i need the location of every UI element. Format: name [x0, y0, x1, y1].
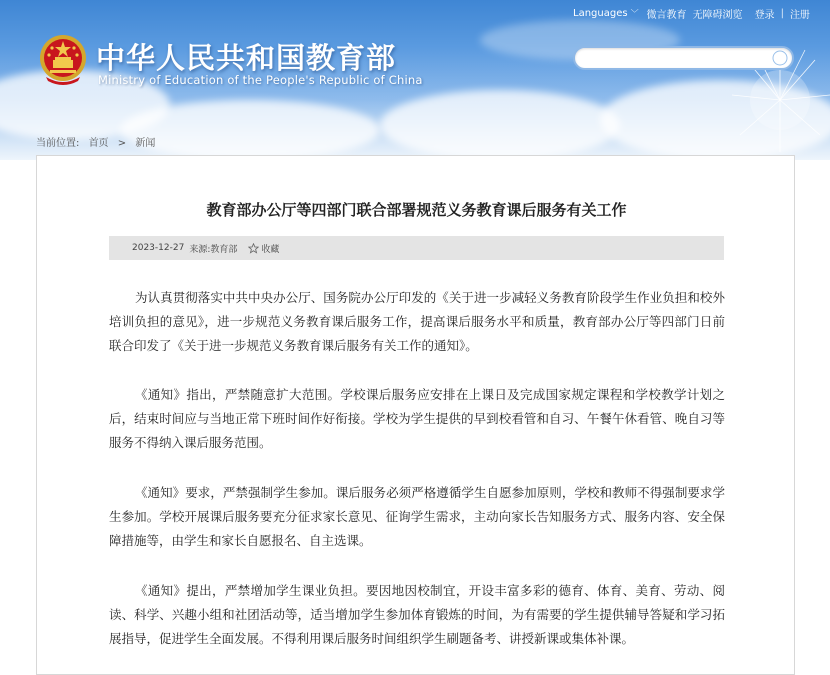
article-container [36, 155, 795, 675]
search-icon[interactable] [772, 50, 788, 66]
article-source: 来源:教育部 [189, 244, 238, 255]
cloud-decoration [380, 90, 620, 160]
cloud-decoration [117, 100, 380, 160]
article-paragraph: 《通知》要求，严禁强制学生参加。课后服务必须严格遵循学生自愿参加原则，学校和教师不得强制要求学生参加。学校开展课后服务要充分征求家长意见、征询学生需求，主动向家长告知服务方式、服务内容、安全保障措施等，由学生和家长自愿报名、自主选课。 [109, 485, 725, 548]
breadcrumb-separator: > [117, 138, 127, 149]
site-title-cn[interactable]: 中华人民共和国教育部 [96, 41, 397, 75]
article-meta-bar [109, 236, 724, 260]
breadcrumb-home[interactable]: 首页 [88, 138, 109, 149]
article-paragraph: 《通知》指出，严禁随意扩大范围。学校课后服务应安排在上课日及完成国家规定课程和学校教学计划之后，结束时间应与当地正常下班时间作好衔接。学校为学生提供的早到校看管和自习、午餐午休看管、晚自习等服务不得纳入课后服务范围。 [109, 387, 725, 450]
chevron-down-icon[interactable]: ﹀ [630, 9, 639, 18]
star-icon[interactable] [248, 243, 259, 254]
national-emblem-icon[interactable] [38, 33, 88, 87]
languages-link[interactable]: Languages [573, 8, 628, 19]
article-paragraph: 为认真贯彻落实中共中央办公厅、国务院办公厅印发的《关于进一步减轻义务教育阶段学生作业负担和校外培训负担的意见》，进一步规范义务教育课后服务工作，提高课后服务水平和质量，教育部办公厅等四部门日前联合印发了《关于进一步规范义务教育课后服务有关工作的通知》。 [109, 290, 725, 353]
favorite-label[interactable]: 收藏 [261, 244, 280, 255]
article-paragraph: 《通知》提出，严禁增加学生课业负担。要因地因校制宜，开设丰富多彩的德育、体育、美育、劳动、阅读、科学、兴趣小组和社团活动等，适当增加学生参加体育锻炼的时间，为有需要的学生提供辅导答疑和学习拓展指导，促进学生全面发展。不得利用课后服务时间组织学生刷题备考、讲授新课或集体补课。 [109, 583, 725, 646]
breadcrumb-label: 当前位置: [36, 138, 80, 149]
search-box [573, 46, 794, 70]
favorite-button[interactable] [248, 242, 284, 255]
accessibility-link[interactable]: 无障碍浏览 [692, 10, 743, 21]
register-link[interactable]: 注册 [789, 10, 810, 21]
search-input[interactable] [585, 50, 769, 70]
site-title-en: Ministry of Education of the People's Republic of China [98, 73, 423, 87]
divider: | [780, 8, 784, 19]
login-link[interactable]: 登录 [754, 10, 775, 21]
article-title: 教育部办公厅等四部门联合部署规范义务教育课后服务有关工作 [206, 201, 627, 219]
breadcrumb [36, 134, 161, 149]
breadcrumb-current[interactable]: 新闻 [135, 138, 156, 149]
site-header [0, 0, 830, 160]
weiyan-link[interactable]: 微言教育 [646, 10, 687, 21]
article-date: 2023-12-27 [132, 243, 185, 253]
top-navigation [573, 6, 816, 21]
